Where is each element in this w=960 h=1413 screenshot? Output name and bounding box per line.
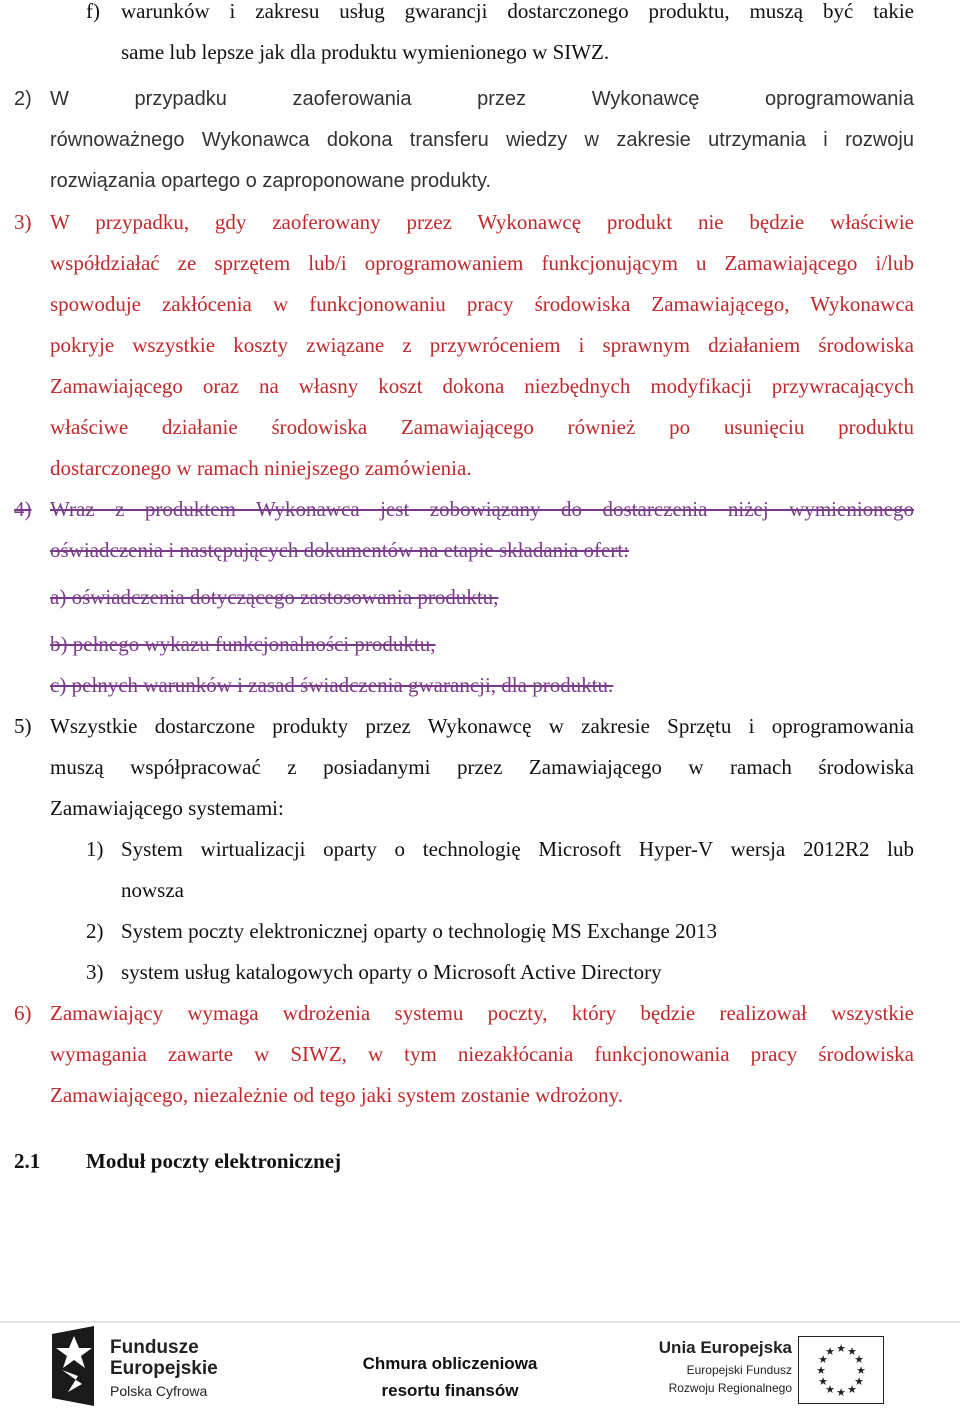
fe-logo-line-1: Fundusze xyxy=(110,1337,199,1358)
eu-flag-icon xyxy=(798,1336,884,1404)
point-3-line-7: dostarczonego w ramach niniejszego zamówienia. xyxy=(50,456,472,480)
item-f-line-2: same lub lepsze jak dla produktu wymienionego w SIWZ. xyxy=(121,40,610,64)
point-2-line-1: W przypadku zaoferowania przez Wykonawcę oprogramowania xyxy=(50,88,914,110)
point-3-line-5: Zamawiającego oraz na własny koszt dokona niezbędnych modyfikacji przywracających xyxy=(50,374,914,398)
svg-text:★: ★ xyxy=(836,1387,846,1399)
point-5-sub-1-marker: 1) xyxy=(86,837,104,861)
svg-text:★: ★ xyxy=(847,1346,857,1358)
point-6-line-3: Zamawiającego, niezależnie od tego jaki system zostanie wdrożony. xyxy=(50,1083,623,1107)
point-2-marker: 2) xyxy=(14,88,32,110)
fundusze-europejskie-logo-icon xyxy=(48,1326,98,1406)
footer-center-line-2: resortu finansów xyxy=(381,1381,519,1400)
fe-logo-line-2: Europejskie xyxy=(110,1358,218,1379)
footer-divider xyxy=(0,1321,960,1323)
point-4-line-2: oświadczenia i następujących dokumentów na etapie składania ofert: xyxy=(50,538,630,562)
point-3-line-3: spowoduje zakłócenia w funkcjonowaniu pracy środowiska Zamawiającego, Wykonawca xyxy=(50,292,914,316)
eu-logo-line-2: Europejski Fundusz xyxy=(686,1363,792,1377)
section-number: 2.1 xyxy=(14,1149,41,1173)
point-4-sub-c: c) pełnych warunków i zasad świadczenia gwarancji, dla produktu. xyxy=(50,673,614,697)
point-2-line-3: rozwiązania opartego o zaproponowane produkty. xyxy=(50,170,492,192)
item-f-line-1: warunków i zakresu usług gwarancji dostarczonego produktu, muszą być takie xyxy=(121,0,914,23)
point-5-line-1: Wszystkie dostarczone produkty przez Wykonawcę w zakresie Sprzętu i oprogramowania xyxy=(50,714,914,738)
fe-logo-line-3: Polska Cyfrowa xyxy=(110,1383,208,1399)
point-4-marker: 4) xyxy=(14,497,32,521)
svg-text:★: ★ xyxy=(825,1384,835,1396)
eu-logo-line-1: Unia Europejska xyxy=(658,1338,792,1357)
svg-text:★: ★ xyxy=(854,1376,864,1388)
footer-center-line-1: Chmura obliczeniowa xyxy=(362,1354,538,1373)
svg-text:★: ★ xyxy=(825,1346,835,1358)
svg-text:★: ★ xyxy=(847,1384,857,1396)
point-6-line-1: Zamawiający wymaga wdrożenia systemu poczty, który będzie realizował wszystkie xyxy=(50,1001,914,1025)
point-4-line-1: Wraz z produktem Wykonawca jest zobowiązany do dostarczenia niżej wymienionego xyxy=(50,497,914,521)
point-3-line-1: W przypadku, gdy zaoferowany przez Wykonawcę produkt nie będzie właściwie xyxy=(50,210,914,234)
point-4-sub-a: a) oświadczenia dotyczącego zastosowania produktu, xyxy=(50,585,499,609)
point-4-sub-b: b) pełnego wykazu funkcjonalności produktu, xyxy=(50,632,436,656)
point-5-line-2: muszą współpracować z posiadanymi przez Zamawiającego w ramach środowiska xyxy=(50,755,914,779)
point-5-sub-1-line-2: nowsza xyxy=(121,878,184,902)
point-5-sub-2-marker: 2) xyxy=(86,919,104,943)
point-5-sub-1-line-1: System wirtualizacji oparty o technologię Microsoft Hyper-V wersja 2012R2 lub xyxy=(121,837,914,861)
point-3-marker: 3) xyxy=(14,210,32,234)
point-3-line-6: właściwe działanie środowiska Zamawiającego również po usunięciu produktu xyxy=(50,415,914,439)
svg-text:★: ★ xyxy=(818,1354,828,1366)
svg-text:★: ★ xyxy=(854,1354,864,1366)
point-5-sub-3-marker: 3) xyxy=(86,960,104,984)
point-5-sub-2: System poczty elektronicznej oparty o technologię MS Exchange 2013 xyxy=(121,919,718,943)
point-6-line-2: wymagania zawarte w SIWZ, w tym niezakłócania funkcjonowania pracy środowiska xyxy=(50,1042,914,1066)
point-5-marker: 5) xyxy=(14,714,32,738)
item-f-marker: f) xyxy=(86,0,100,23)
section-title: Moduł poczty elektronicznej xyxy=(86,1149,342,1173)
point-3-line-4: pokryje wszystkie koszty związane z przywróceniem i sprawnym działaniem środowiska xyxy=(50,333,914,357)
svg-text:★: ★ xyxy=(856,1365,866,1377)
point-5-line-3: Zamawiającego systemami: xyxy=(50,796,284,820)
eu-logo-line-3: Rozwoju Regionalnego xyxy=(668,1381,792,1395)
svg-text:★: ★ xyxy=(836,1343,846,1355)
point-6-marker: 6) xyxy=(14,1001,32,1025)
point-2-line-2: równoważnego Wykonawca dokona transferu wiedzy w zakresie utrzymania i rozwoju xyxy=(50,129,914,151)
point-5-sub-3: system usług katalogowych oparty o Microsoft Active Directory xyxy=(121,960,662,984)
svg-text:★: ★ xyxy=(818,1376,828,1388)
svg-text:★: ★ xyxy=(816,1365,826,1377)
point-3-line-2: współdziałać ze sprzętem lub/i oprogramowaniem funkcjonującym u Zamawiającego i/lub xyxy=(50,251,914,275)
